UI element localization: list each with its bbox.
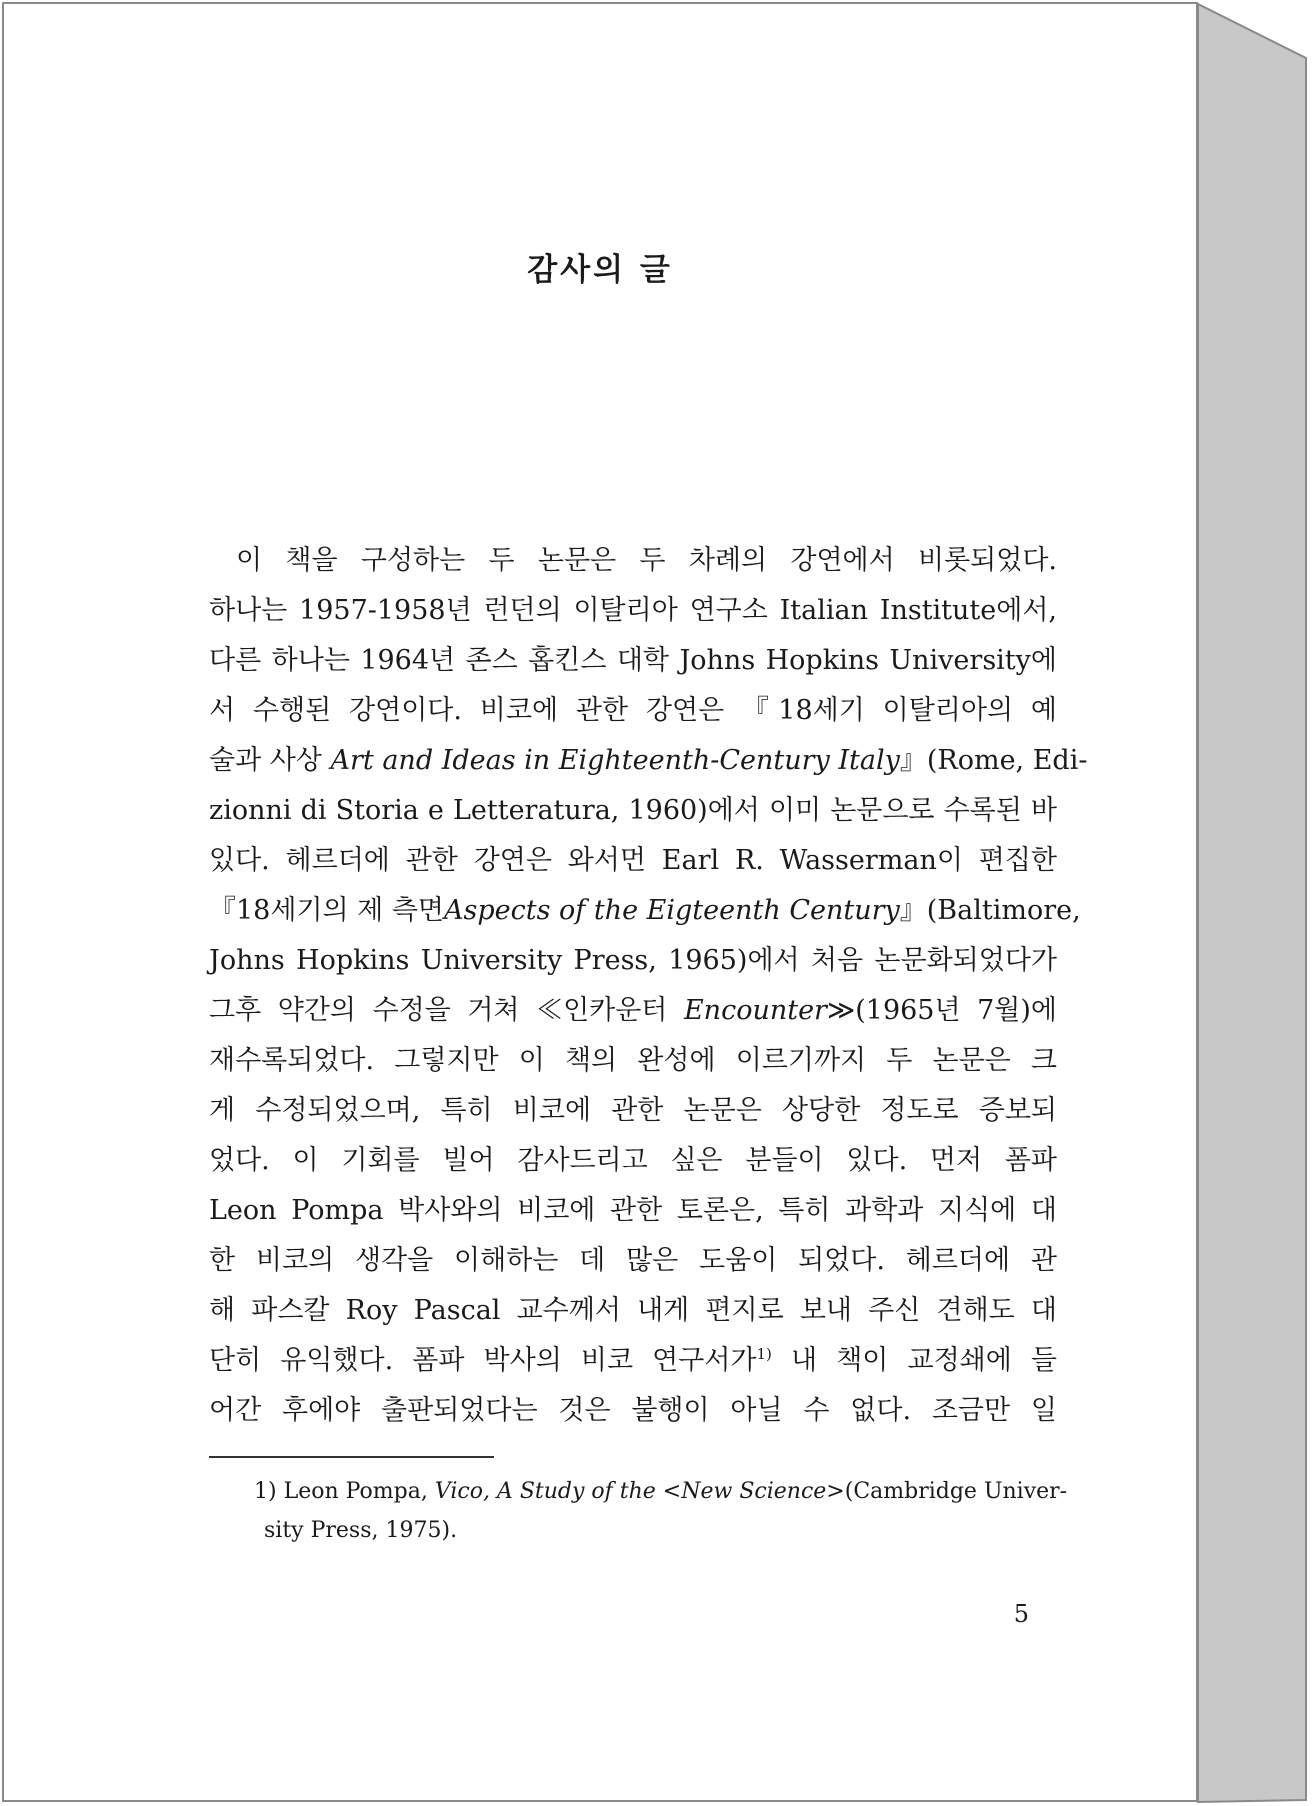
page-title: 감사의 글 (527, 252, 673, 288)
body-line-12: 게 수정되었으며, 특히 비코에 관한 논문은 상당한 정도로 증보되 (209, 1095, 1057, 1126)
body-line-7: 있다. 헤르더에 관한 강연은 와서먼 Earl R. Wasserman이 편집한 (209, 845, 1057, 876)
book-page (2, 2, 1198, 1802)
body-line-17: 단히 유익했다. 폼파 박사의 비코 연구서가$^{1)}$ 내 책이 교정쇄에 들 (209, 1345, 1057, 1376)
body-line-3: 다른 하나는 1964년 존스 홉킨스 대학 Johns Hopkins University에 (209, 645, 1057, 676)
body-line-5: 술과 사상 Art and Ideas in Eighteenth-Century Italy』(Rome, Edi- (209, 745, 1088, 776)
body-line-11: 재수록되었다. 그렇지만 이 책의 완성에 이르기까지 두 논문은 크 (209, 1045, 1057, 1076)
page-number: 5 (1013, 1600, 1029, 1628)
body-line-15: 한 비코의 생각을 이해하는 데 많은 도움이 되었다. 헤르더에 관 (209, 1245, 1057, 1276)
body-line-2: 하나는 1957-1958년 런던의 이탈리아 연구소 Italian Institute에서, (209, 595, 1057, 626)
footnote-line-2: sity Press, 1975). (264, 1518, 458, 1543)
footnote (254, 1472, 1068, 1550)
footnote-reference: 1) (756, 1345, 772, 1363)
footnote-book-title: Vico, A Study of the <New Science> (434, 1479, 845, 1504)
body-line-16: 해 파스칼 Roy Pascal 교수께서 내게 편지로 보내 주신 견해도 대 (209, 1295, 1057, 1326)
body-line-1: 이 책을 구성하는 두 논문은 두 차례의 강연에서 비롯되었다. (236, 545, 1057, 576)
book-title-italic: Art and Ideas in Eighteenth-Century Italy (330, 745, 900, 776)
body-line-4: 서 수행된 강연이다. 비코에 관한 강연은 『18세기 이탈리아의 예 (209, 695, 1057, 726)
body-line-6: zionni di Storia e Letteratura, 1960)에서 이미 논문으로 수록된 바 (209, 795, 1057, 826)
book-side-face (1198, 4, 1306, 1802)
body-line-13: 었다. 이 기회를 빌어 감사드리고 싶은 분들이 있다. 먼저 폼파 (209, 1145, 1057, 1176)
footnote-divider (209, 1456, 494, 1458)
journal-title-italic: Encounter (683, 995, 827, 1026)
body-text (209, 536, 1088, 1436)
body-line-14: Leon Pompa 박사와의 비코에 관한 토론은, 특히 과학과 지식에 대 (209, 1195, 1057, 1226)
body-line-18: 어간 후에야 출판되었다는 것은 불행이 아닐 수 없다. 조금만 일 (209, 1395, 1057, 1426)
book-title-italic: Aspects of the Eigteenth Century (444, 895, 900, 926)
body-line-8: 『18세기의 제 측면Aspects of the Eigteenth Century』(Baltimore, (209, 895, 1081, 926)
body-line-9: Johns Hopkins University Press, 1965)에서 처음 논문화되었다가 (209, 945, 1057, 976)
footnote-marker: 1) (254, 1479, 277, 1504)
body-line-10: 그후 약간의 수정을 거쳐 ≪인카운터 Encounter≫(1965년 7월)에 (209, 995, 1058, 1026)
footnote-line-1: 1) Leon Pompa, Vico, A Study of the <New Science>(Cambridge Univer- (254, 1479, 1068, 1504)
